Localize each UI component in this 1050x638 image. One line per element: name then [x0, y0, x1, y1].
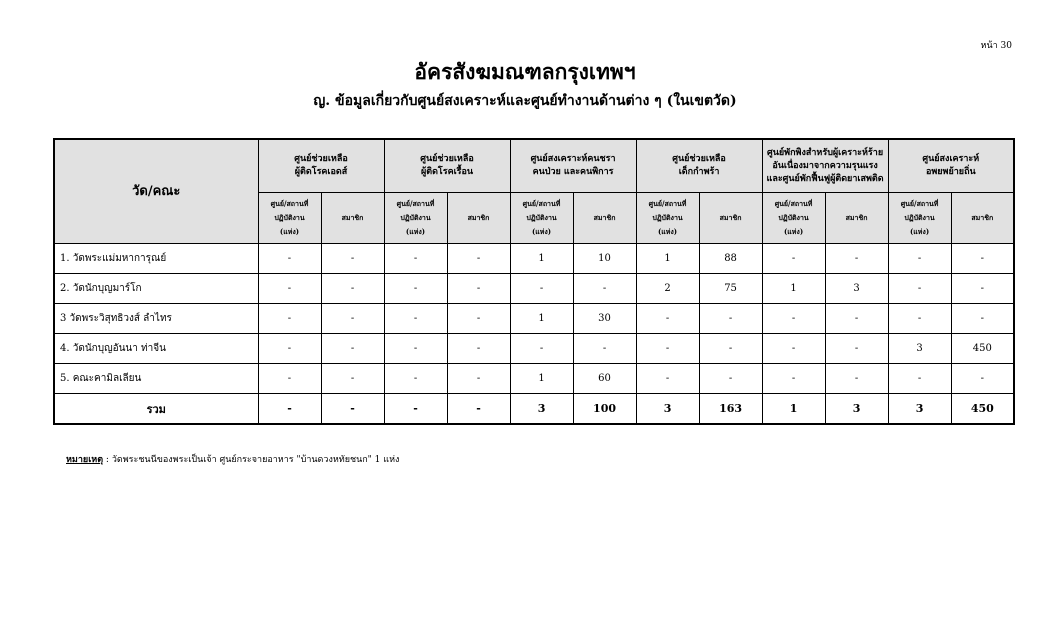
place-count-cell: - [636, 334, 699, 364]
place-count-cell: 1 [510, 304, 573, 334]
subheader-members: สมาชิก [447, 193, 510, 244]
member-count-cell: - [321, 334, 384, 364]
place-count-cell: - [384, 364, 447, 394]
place-count-cell: - [258, 364, 321, 394]
subheader-members: สมาชิก [699, 193, 762, 244]
group-header: ศูนย์สงเคราะห์ อพยพย้ายถิ่น [888, 139, 1014, 193]
place-count-cell: - [888, 364, 951, 394]
member-count-cell: - [825, 334, 888, 364]
member-count-cell: - [321, 304, 384, 334]
member-count-cell: - [447, 364, 510, 394]
page-subtitle: ญ. ข้อมูลเกี่ยวกับศูนย์สงเคราะห์และศูนย์ทำงานด้านต่าง ๆ (ในเขตวัด) [313, 93, 737, 109]
place-count-cell: - [510, 274, 573, 304]
total-label: รวม [54, 394, 258, 425]
table-row [54, 274, 1014, 304]
member-count-cell: - [321, 394, 384, 425]
subheader-members: สมาชิก [951, 193, 1014, 244]
place-count-cell: 1 [762, 394, 825, 425]
member-count-cell: 60 [573, 364, 636, 394]
place-count-cell: - [258, 274, 321, 304]
parish-name: 5. คณะคามิลเลียน [54, 364, 258, 394]
place-count-cell: - [384, 244, 447, 274]
member-count-cell: - [825, 304, 888, 334]
place-count-cell: - [258, 394, 321, 425]
place-count-cell: 2 [636, 274, 699, 304]
subheader-place: ศูนย์/สถานที่ ปฏิบัติงาน (แห่ง) [762, 193, 825, 244]
place-count-cell: - [762, 304, 825, 334]
subheader-place: ศูนย์/สถานที่ ปฏิบัติงาน (แห่ง) [384, 193, 447, 244]
group-header: ศูนย์สงเคราะห์คนชรา คนป่วย และคนพิการ [510, 139, 636, 193]
place-count-cell: - [258, 304, 321, 334]
member-count-cell: - [447, 334, 510, 364]
row-header: วัด/คณะ [54, 139, 258, 244]
footnote-label: หมายเหตุ [66, 455, 104, 465]
group-header: ศูนย์ช่วยเหลือ เด็กกำพร้า [636, 139, 762, 193]
place-count-cell: 3 [510, 394, 573, 425]
page-number: หน้า 30 [980, 41, 1012, 51]
total-row [54, 394, 1014, 425]
member-count-cell: 10 [573, 244, 636, 274]
member-count-cell: - [951, 274, 1014, 304]
place-count-cell: - [636, 304, 699, 334]
parish-name: 3 วัดพระวิสุทธิวงส์ ลำไทร [54, 304, 258, 334]
place-count-cell: 1 [510, 364, 573, 394]
footnote [66, 452, 399, 466]
footnote-text: : วัดพระชนนีของพระเป็นเจ้า ศูนย์กระจายอาหาร "บ้านดวงหทัยชนก" 1 แห่ง [105, 455, 400, 465]
member-count-cell: - [699, 364, 762, 394]
place-count-cell: - [384, 304, 447, 334]
table-row [54, 364, 1014, 394]
member-count-cell: 75 [699, 274, 762, 304]
place-count-cell: - [888, 304, 951, 334]
member-count-cell: 88 [699, 244, 762, 274]
subheader-place: ศูนย์/สถานที่ ปฏิบัติงาน (แห่ง) [636, 193, 699, 244]
place-count-cell: - [888, 244, 951, 274]
group-header: ศูนย์ช่วยเหลือ ผู้ติดโรคเรื้อน [384, 139, 510, 193]
place-count-cell: - [636, 364, 699, 394]
member-count-cell: 450 [951, 334, 1014, 364]
place-count-cell: - [384, 394, 447, 425]
place-count-cell: - [384, 274, 447, 304]
parish-name: 2. วัดนักบุญมาร์โก [54, 274, 258, 304]
place-count-cell: 3 [636, 394, 699, 425]
member-count-cell: - [699, 304, 762, 334]
place-count-cell: 1 [762, 274, 825, 304]
centers-table [53, 138, 1015, 425]
page-title: อัครสังฆมณฑลกรุงเทพฯ [414, 59, 636, 84]
member-count-cell: 450 [951, 394, 1014, 425]
table-header [54, 139, 1014, 244]
subheader-place: ศูนย์/สถานที่ ปฏิบัติงาน (แห่ง) [258, 193, 321, 244]
table-row [54, 304, 1014, 334]
member-count-cell: - [321, 244, 384, 274]
table-row [54, 334, 1014, 364]
member-count-cell: 30 [573, 304, 636, 334]
place-count-cell: - [258, 334, 321, 364]
member-count-cell: - [321, 364, 384, 394]
place-count-cell: 1 [636, 244, 699, 274]
group-header: ศูนย์ช่วยเหลือ ผู้ติดโรคเอดส์ [258, 139, 384, 193]
group-header: ศูนย์พักพิงสำหรับผู้เคราะห์ร้าย อันเนื่องมาจากความรุนแรง และศูนย์พักฟื้นฟูผู้ติดยาเสพติด [762, 139, 888, 193]
subheader-place: ศูนย์/สถานที่ ปฏิบัติงาน (แห่ง) [888, 193, 951, 244]
place-count-cell: - [384, 334, 447, 364]
member-count-cell: - [825, 244, 888, 274]
place-count-cell: 3 [888, 394, 951, 425]
place-count-cell: - [258, 244, 321, 274]
subheader-members: สมาชิก [321, 193, 384, 244]
parish-name: 4. วัดนักบุญอันนา ท่าจีน [54, 334, 258, 364]
place-count-cell: - [762, 364, 825, 394]
member-count-cell: - [447, 304, 510, 334]
member-count-cell: - [321, 274, 384, 304]
parish-name: 1. วัดพระแม่มหาการุณย์ [54, 244, 258, 274]
place-count-cell: - [762, 244, 825, 274]
subheader-members: สมาชิก [573, 193, 636, 244]
place-count-cell: 1 [510, 244, 573, 274]
member-count-cell: 3 [825, 394, 888, 425]
place-count-cell: 3 [888, 334, 951, 364]
subheader-place: ศูนย์/สถานที่ ปฏิบัติงาน (แห่ง) [510, 193, 573, 244]
member-count-cell: - [825, 364, 888, 394]
member-count-cell: - [699, 334, 762, 364]
member-count-cell: - [447, 394, 510, 425]
member-count-cell: - [447, 244, 510, 274]
member-count-cell: 100 [573, 394, 636, 425]
table-row [54, 244, 1014, 274]
member-count-cell: 3 [825, 274, 888, 304]
member-count-cell: - [573, 274, 636, 304]
place-count-cell: - [510, 334, 573, 364]
member-count-cell: - [951, 304, 1014, 334]
member-count-cell: - [447, 274, 510, 304]
member-count-cell: 163 [699, 394, 762, 425]
member-count-cell: - [573, 334, 636, 364]
subheader-members: สมาชิก [825, 193, 888, 244]
place-count-cell: - [888, 274, 951, 304]
member-count-cell: - [951, 364, 1014, 394]
place-count-cell: - [762, 334, 825, 364]
member-count-cell: - [951, 244, 1014, 274]
table-body [54, 244, 1014, 425]
